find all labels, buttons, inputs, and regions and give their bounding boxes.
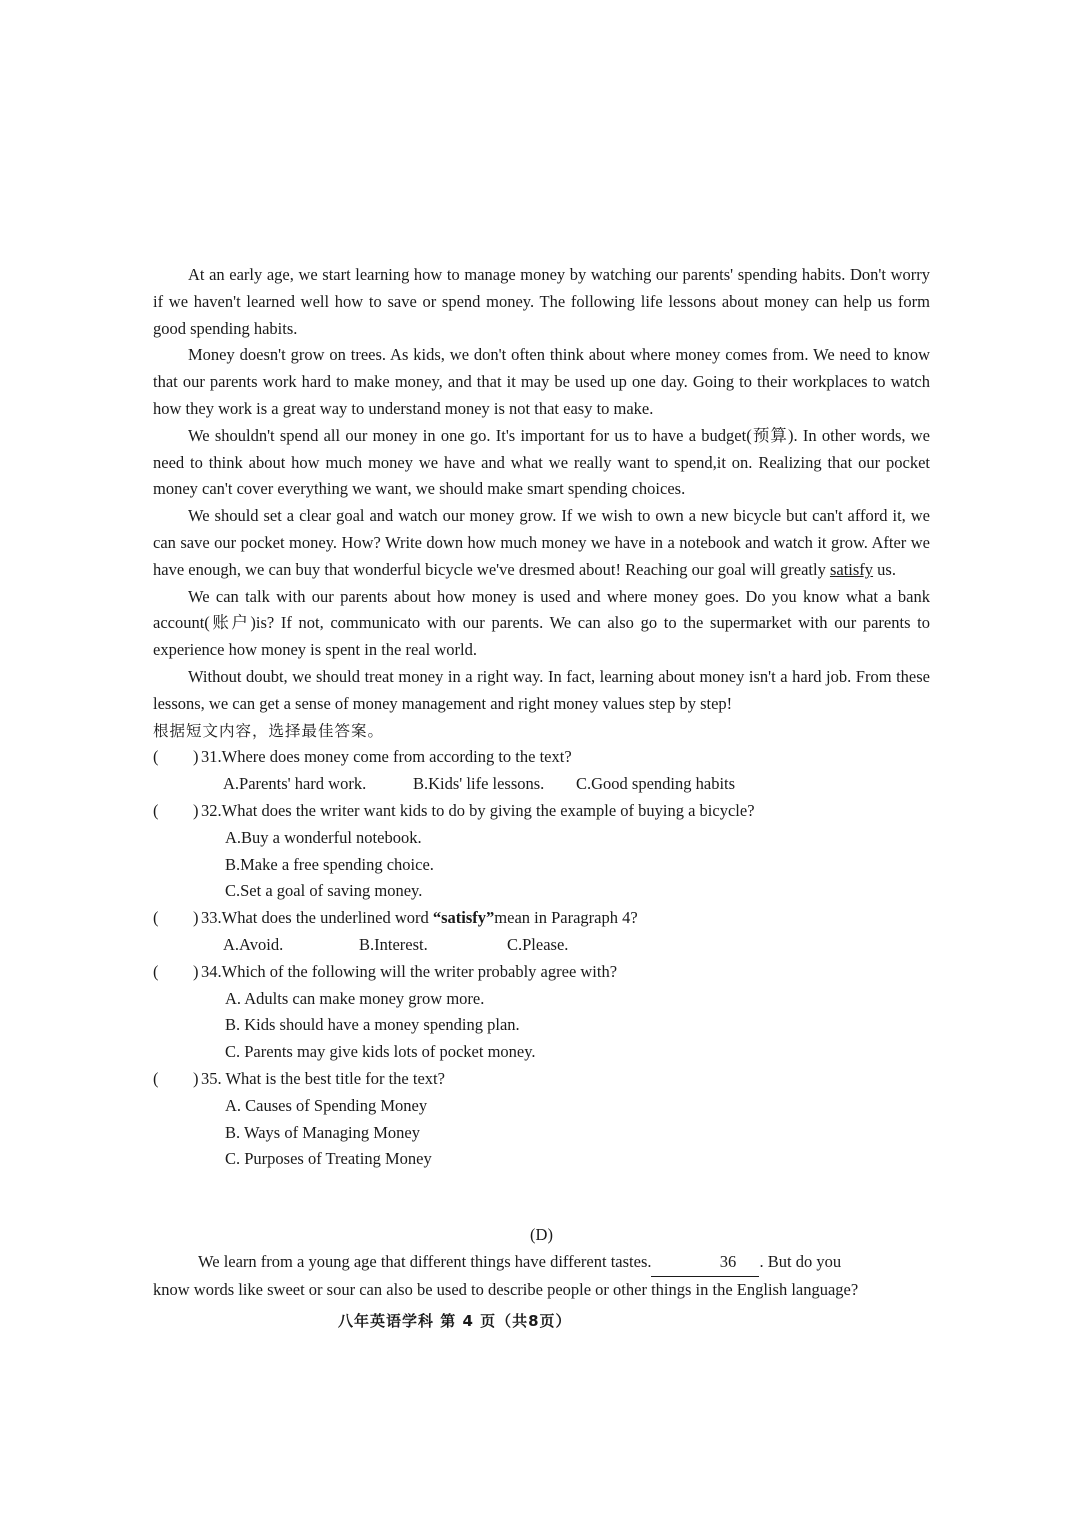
answer-paren-close: )	[193, 747, 199, 767]
section-d	[153, 1222, 930, 1303]
option-a: A.Avoid.	[223, 934, 284, 954]
section-label: (D)	[530, 1225, 553, 1244]
stem-text-end: mean in Paragraph 4?	[494, 908, 638, 928]
paragraph-6: Without doubt, we should treat money in a right way. In fact, learning about money isn't a hard job. From these lessons, we can get a sense of money management and right money values step by step!	[153, 666, 930, 713]
section-d-paragraph	[153, 1249, 930, 1304]
question-33	[153, 905, 930, 932]
option-b: B.Make a free spending choice.	[225, 854, 434, 874]
option-a: A.Parents' hard work.	[223, 774, 367, 794]
instruction: 根据短文内容，选择最佳答案。	[153, 721, 385, 740]
paragraph-3: We shouldn't spend all our money in one go. It's important for us to have a budget(预算). In other words, we need to think about how much money we have and what we really want to spend,it on. Realizing that our pocket money can't cover everything we want, we should make smart spending choices.	[153, 425, 930, 499]
answer-paren-close: )	[193, 908, 199, 928]
paragraph-5: We can talk with our parents about how money is used and where money goes. Do you know what a bank account(账户)is? If not, communicato with our parents. We can also go to the supermarket with our parents to experience how money is spent in the real world.	[153, 586, 930, 660]
paragraph-2: Money doesn't grow on trees. As kids, we don't often think about where money comes from. We need to know that our parents work hard to make money, and that it may be used up one day. Going to their workplaces to watch how they work is a great way to understand money is not that easy to make.	[153, 345, 930, 418]
question-stem: 35. What is the best title for the text?	[201, 1068, 445, 1088]
paragraph-1: At an early age, we start learning how to manage money by watching our parents' spending habits. Don't worry if we haven't learned well how to save or spend money. The following life lessons about money can help us form good spending habits.	[153, 265, 930, 338]
blank-number: 36	[719, 1251, 737, 1271]
option-c: C.Please.	[507, 934, 569, 954]
option-a: A. Adults can make money grow more.	[225, 988, 485, 1008]
question-34	[153, 959, 930, 986]
answer-paren-open: (	[153, 961, 159, 981]
underlined-word: satisfy	[829, 559, 874, 579]
option-c: C.Set a goal of saving money.	[225, 881, 423, 901]
section-d-line-2: know words like sweet or sour can also be used to describe people or other things in the English language?	[153, 1279, 859, 1299]
paragraph-4-text: We should set a clear goal and watch our money grow. If we wish to own a new bicycle but can't afford it, we can save our pocket money. How? Write down how much money we have in a notebook and watch it grow. After we have enough, we can buy that wonderful bicycle we've dresmed about! Reaching our goal will greatly	[153, 506, 930, 579]
question-35	[153, 1066, 930, 1093]
stem-keyword: “satisfy”	[432, 908, 495, 928]
question-31-options	[223, 771, 930, 798]
answer-paren-close: )	[193, 961, 199, 981]
question-32	[153, 798, 930, 825]
option-c: C. Parents may give kids lots of pocket money.	[225, 1042, 536, 1062]
option-b: B. Ways of Managing Money	[225, 1122, 420, 1142]
answer-paren-close: )	[193, 800, 199, 820]
option-c: C.Good spending habits	[576, 774, 736, 794]
question-31	[153, 744, 930, 771]
paragraph-4-end: us.	[877, 559, 896, 579]
option-a: A.Buy a wonderful notebook.	[225, 827, 422, 847]
stem-text: 33.What does the underlined word	[201, 908, 433, 928]
question-33-options	[223, 932, 930, 959]
section-d-text-cont: . But do you	[759, 1251, 842, 1271]
paragraph-4	[153, 503, 930, 583]
reading-passage	[153, 262, 930, 1173]
answer-paren-open: (	[153, 1068, 159, 1088]
question-stem	[201, 905, 930, 932]
page-footer: 八年英语学科 第 4 页（共8页）	[338, 1312, 572, 1330]
question-stem: 32.What does the writer want kids to do by giving the example of buying a bicycle?	[201, 800, 755, 820]
answer-paren-open: (	[153, 800, 159, 820]
option-b: B. Kids should have a money spending plan.	[225, 1015, 520, 1035]
answer-paren-open: (	[153, 908, 159, 928]
blank-36[interactable]	[651, 1249, 759, 1277]
section-d-text: We learn from a young age that different things have different tastes.	[198, 1251, 652, 1271]
answer-paren-close: )	[193, 1068, 199, 1088]
option-b: B.Interest.	[359, 934, 428, 954]
answer-paren-open: (	[153, 747, 159, 767]
question-stem: 34.Which of the following will the writer probably agree with?	[201, 961, 618, 981]
option-a: A. Causes of Spending Money	[225, 1095, 428, 1115]
option-c: C. Purposes of Treating Money	[225, 1149, 432, 1169]
question-stem: 31.Where does money come from according to the text?	[201, 747, 572, 767]
option-b: B.Kids' life lessons.	[413, 774, 545, 794]
